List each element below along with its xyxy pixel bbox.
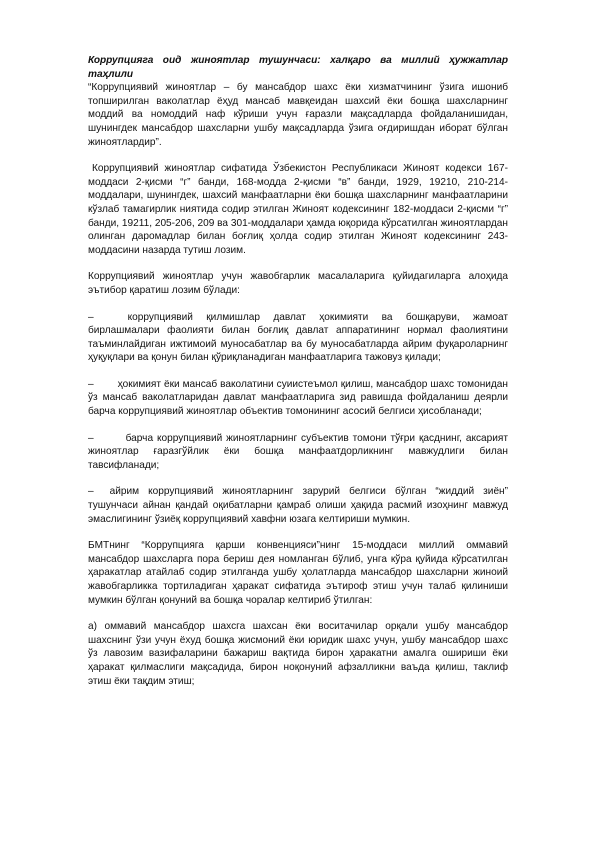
article-item-a: а) оммавий мансабдор шахсга шахсан ёки воситачилар орқали ушбу мансабдор шахснинг ўзи учун ёхуд бошқа жисмоний ёки юридик шахс учун, ушбу мансабдор шахс ўз лавозим вазифаларини бажариш вақтида бирон ҳаракатни амалга ошириши ёки ҳаракат қилмаслиги мақсадида, бирон ноқонуний афзалликни ваъда қилиш, таклиф этиш ёки тақдим этиш; xyxy=(88,621,508,687)
list-item xyxy=(88,485,508,526)
list-dash: – xyxy=(88,432,94,444)
definition-paragraph: “Коррупциявий жиноятлар – бу мансабдор шахс ёки хизматчининг ўзига ишониб топширилган ваколатлар ёҳуд мансаб мавқеидан шахсий ёки бошқа шахсларнинг моддий ва номоддий наф кўриши учун ғаразли мақсадларда фойдаланишидан, шунингдек мансабдор шахсларни ушбу мақсадларда ўзига оғдиришдан иборат бўлган жиноятлардир”. xyxy=(88,82,508,148)
spacer xyxy=(88,257,508,270)
list-item-text: коррупциявий қилмишлар давлат ҳокимияти ва бошқаруви, жамоат бирлашмалари фаолияти билан боғлиқ давлат аппаратининг нормал фаолиятини таъминлайдиган ижтимоий муносабатлар ва бу муносабатларда айрим фуқароларнинг ҳуқуқлари ва қонун билан қўриқланадиган манфаатларига тажовуз қилади; xyxy=(88,311,508,364)
liability-intro-paragraph: Коррупциявий жиноятлар учун жавобгарлик масалаларига қуйидагиларга алоҳида эътибор қаратиш лозим бўлади: xyxy=(88,271,508,296)
spacer xyxy=(88,365,508,378)
list-item-text: барча коррупциявий жиноятларнинг субъектив томони тўғри қасднинг, аксарият жиноятлар ғаразгўйлик ёки бошқа манфаатдорликнинг мавжудлиги билан тавсифланади; xyxy=(88,432,508,471)
spacer xyxy=(88,419,508,432)
list-item xyxy=(88,432,508,473)
document-page xyxy=(88,54,508,688)
list-dash: – xyxy=(88,486,94,498)
list-item-text: айрим коррупциявий жиноятларнинг зарурий белгиси бўлган “жиддий зиён” тушунчаси айнан қандай оқибатларни қамраб олиши ҳақида расмий изоҳнинг мавжуд эмаслигининг ўзиёқ коррупциявий хавфни юзага келтириши мумкин. xyxy=(88,486,508,525)
spacer xyxy=(88,526,508,539)
document-title: Коррупцияга оид жиноятлар тушунчаси: халқаро ва миллий ҳужжатлар таҳлили xyxy=(88,55,508,80)
criminal-code-paragraph: Коррупциявий жиноятлар сифатида Ўзбекистон Республикаси Жиноят кодекси 167-моддаси 2-қисми “г” банди, 168-модда 2-қисми “в” банди, 1929, 19210, 210-214-моддалари, шунингдек, шахсий манфаатларни ёки бошқа шахсларнинг манфаатларини кўзлаб тамагирлик ниятида содир этилган Жиноят кодексининг 182-моддаси 2-қисми “г” банди, 19211, 205-206, 209 ва 301-моддалари ҳамда юқорида кўрсатилган жиноятлардан олинган даромадлар билан боғлиқ ҳолда содир этилган Жиноят кодексининг 243-моддасини назарда тутиш лозим. xyxy=(88,163,508,256)
spacer xyxy=(88,298,508,311)
un-convention-paragraph: БМТнинг “Коррупцияга қарши конвенцияси”нинг 15-моддаси миллий оммавий мансабдор шахсларга пора бериш дея номланган бўлиб, унга кўра қуйида кўрсатилган ҳаракатлар атайлаб содир этилганда ушбу ҳолатларда мансабдор шахсларни жиноий жавобгарликка тортиладиган ҳаракат сифатида эътироф этиш учун талаб қилиниши мумкин бўлган қонуний ва бошқа чоралар келтириб ўтилган: xyxy=(88,540,508,606)
list-dash: – xyxy=(88,311,94,323)
spacer xyxy=(88,607,508,620)
list-item-text: ҳокимият ёки мансаб ваколатини суиистеъмол қилиш, мансабдор шахс томонидан ўз мансаб ваколатларидан давлат манфаатларига зид равишда фойдаланиш деярли барча коррупциявий жиноятлар объектив томонининг асосий белгиси ҳисобланади; xyxy=(88,378,508,418)
list-item xyxy=(88,311,508,365)
spacer xyxy=(88,149,508,162)
list-dash: – xyxy=(88,378,94,390)
list-item xyxy=(88,378,508,419)
spacer xyxy=(88,472,508,485)
